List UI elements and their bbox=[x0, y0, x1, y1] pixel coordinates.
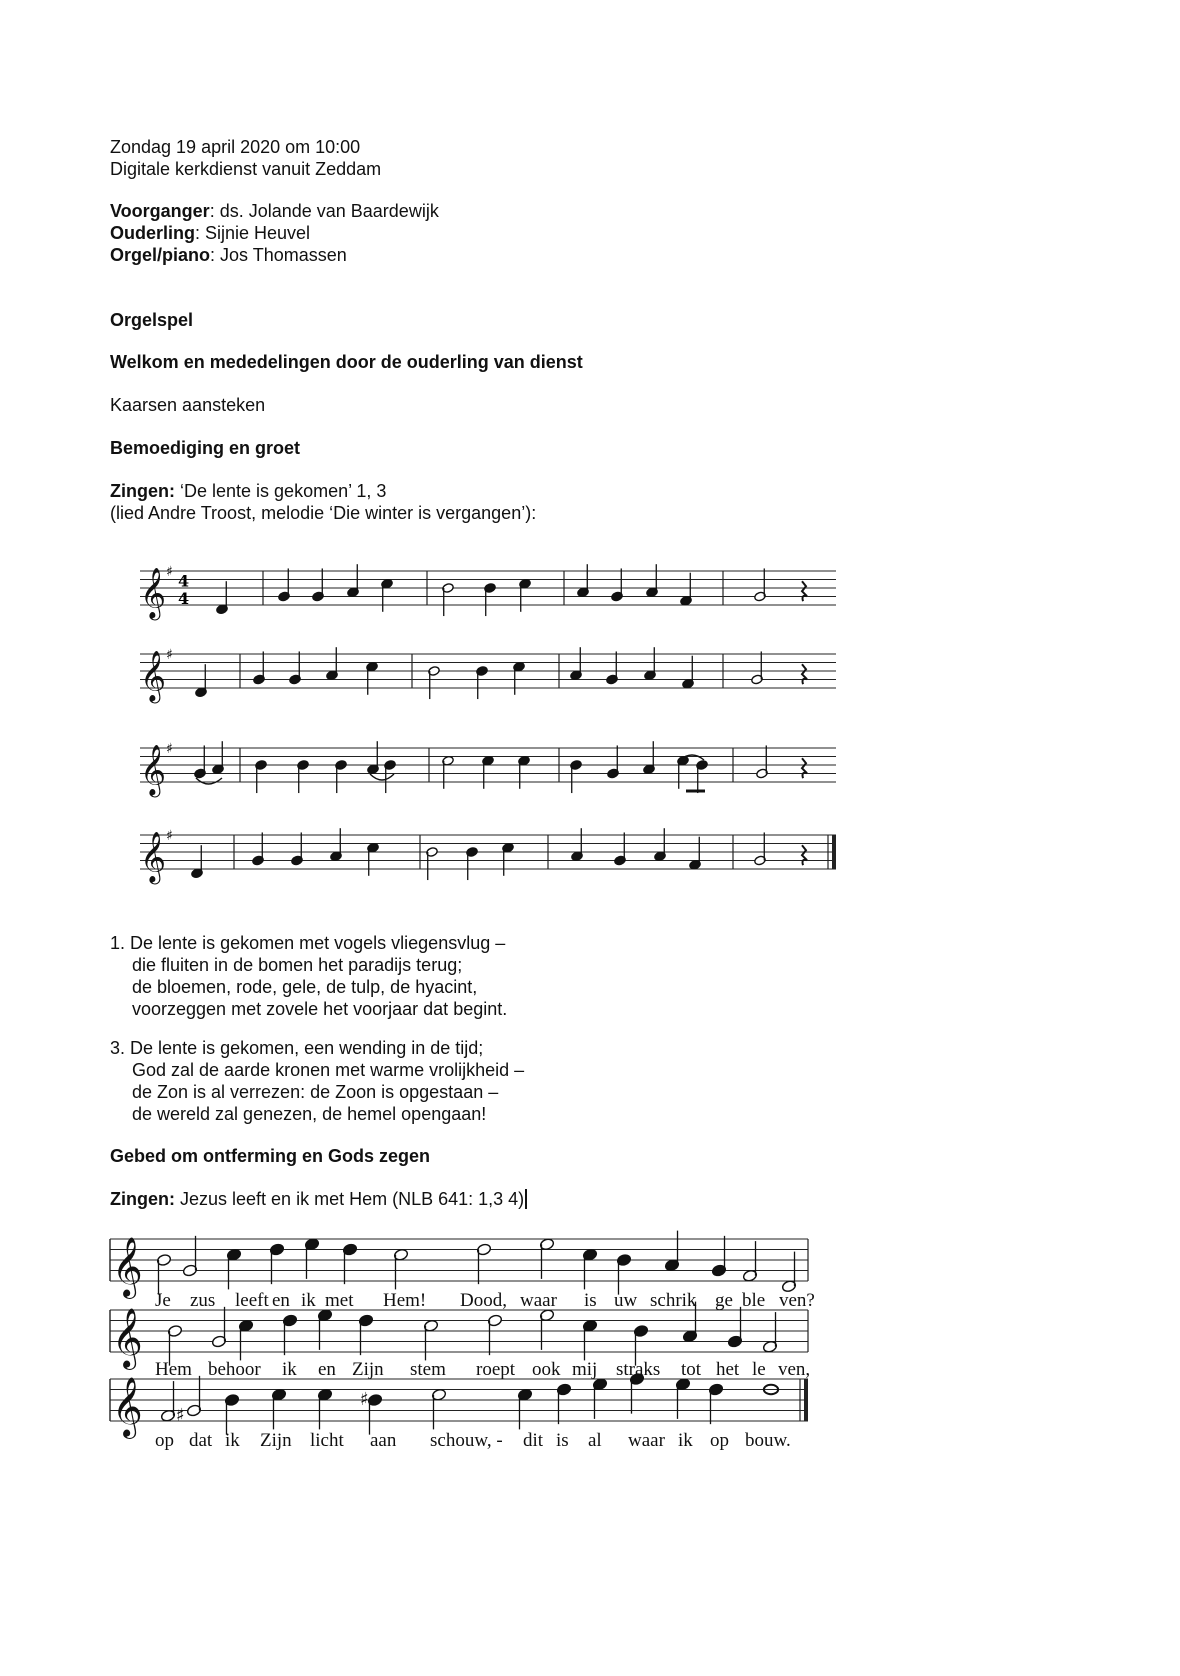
verse-line: God zal de aarde kronen met warme vrolijkheid – bbox=[132, 1060, 525, 1080]
lyric-syllable: le bbox=[752, 1359, 766, 1380]
lyric-syllable: behoor bbox=[208, 1359, 261, 1380]
treble-clef-icon: 𝄞 bbox=[140, 567, 167, 619]
lyric-syllable: Dood, bbox=[460, 1290, 507, 1311]
lyric-syllable: licht bbox=[310, 1430, 344, 1451]
zingen-1-note: (lied Andre Troost, melodie ‘Die winter is vergangen’): bbox=[110, 503, 537, 523]
lyric-syllable: Zijn bbox=[352, 1359, 384, 1380]
welkom-heading: Welkom en mededelingen door de ouderling van dienst bbox=[110, 352, 583, 372]
verse-line: de bloemen, rode, gele, de tulp, de hyacint, bbox=[132, 977, 478, 997]
treble-clef-icon: 𝄞 bbox=[140, 744, 167, 796]
role-label: Orgel/piano bbox=[110, 245, 211, 265]
treble-clef-icon: 𝄞 bbox=[112, 1237, 143, 1298]
lyric-syllable: is bbox=[584, 1290, 597, 1311]
lyric-syllable: schrik bbox=[650, 1290, 697, 1311]
bemoediging-heading: Bemoediging en groet bbox=[110, 438, 301, 458]
lyric-syllable: stem bbox=[410, 1359, 446, 1380]
lyric-syllable: dat bbox=[189, 1430, 213, 1451]
lyric-syllable: zus bbox=[190, 1290, 216, 1311]
lyric-syllable: uw bbox=[614, 1290, 638, 1311]
verse-line: de Zon is al verrezen: de Zoon is opgestaan – bbox=[132, 1082, 499, 1102]
zingen-title: ‘De lente is gekomen’ 1, 3 bbox=[175, 481, 387, 501]
treble-clef-icon: 𝄞 bbox=[112, 1308, 143, 1369]
sharp-icon: ♯ bbox=[166, 828, 173, 845]
sharp-icon: ♯ bbox=[166, 564, 173, 581]
lyric-syllable: ge bbox=[715, 1290, 733, 1311]
orgelspel-heading: Orgelspel bbox=[110, 310, 194, 330]
service-date: Zondag 19 april 2020 om 10:00 bbox=[110, 137, 361, 157]
lyric-syllable: dit bbox=[523, 1430, 544, 1451]
lyric-syllable: Hem! bbox=[383, 1290, 427, 1311]
time-signature-top: 4 bbox=[178, 571, 190, 591]
treble-clef-icon: 𝄞 bbox=[112, 1377, 143, 1438]
lyric-syllable: ook bbox=[532, 1359, 561, 1380]
verse-line: die fluiten in de bomen het paradijs terug; bbox=[132, 955, 463, 975]
zingen-label: Zingen: bbox=[110, 1189, 175, 1209]
lyric-syllable: Zijn bbox=[260, 1430, 292, 1451]
role-value: : Jos Thomassen bbox=[210, 245, 347, 265]
service-subtitle: Digitale kerkdienst vanuit Zeddam bbox=[110, 159, 382, 179]
sharp-icon: ♯ bbox=[166, 741, 173, 758]
lyric-syllable: en bbox=[318, 1359, 336, 1380]
lyric-syllable: tot bbox=[681, 1359, 702, 1380]
lyric-syllable: waar bbox=[628, 1430, 665, 1451]
lyric-syllable: ble bbox=[742, 1290, 766, 1311]
role-value: : ds. Jolande van Baardewijk bbox=[209, 201, 439, 221]
lyric-syllable: Je bbox=[155, 1290, 171, 1311]
zingen-title: Jezus leeft en ik met Hem (NLB 641: 1,3 4) bbox=[175, 1189, 525, 1209]
treble-clef-icon: 𝄞 bbox=[140, 831, 167, 883]
lyric-syllable: ik bbox=[225, 1430, 240, 1451]
gebed-heading: Gebed om ontferming en Gods zegen bbox=[110, 1146, 431, 1166]
lyric-syllable: bouw. bbox=[745, 1430, 791, 1451]
verse-line: de wereld zal genezen, de hemel opengaan! bbox=[132, 1104, 487, 1124]
role-value: : Sijnie Heuvel bbox=[195, 223, 311, 243]
lyric-syllable: is bbox=[556, 1430, 569, 1451]
role-label: Ouderling bbox=[110, 223, 195, 243]
lyric-syllable: met bbox=[325, 1290, 354, 1311]
role-label: Voorganger bbox=[110, 201, 210, 221]
lyric-syllable: op bbox=[710, 1430, 729, 1451]
lyric-syllable: het bbox=[716, 1359, 740, 1380]
sharp-icon: ♯ bbox=[360, 1389, 369, 1410]
verse-number: 1. bbox=[110, 933, 126, 953]
lyric-syllable: leeft bbox=[235, 1290, 269, 1311]
sharp-icon: ♯ bbox=[166, 647, 173, 664]
lyric-syllable: schouw, - bbox=[430, 1430, 503, 1451]
zingen-label: Zingen: bbox=[110, 481, 175, 501]
lyric-syllable: Hem bbox=[155, 1359, 192, 1380]
lyric-syllable: al bbox=[588, 1430, 602, 1451]
lyric-syllable: ven? bbox=[779, 1290, 815, 1311]
verse-line: voorzeggen met zovele het voorjaar dat begint. bbox=[132, 999, 508, 1019]
lyric-syllable: aan bbox=[370, 1430, 397, 1451]
lyric-syllable: roept bbox=[476, 1359, 516, 1380]
lyric-syllable: ik bbox=[301, 1290, 316, 1311]
lyric-syllable: ik bbox=[282, 1359, 297, 1380]
treble-clef-icon: 𝄞 bbox=[140, 650, 167, 702]
lyric-syllable: waar bbox=[520, 1290, 557, 1311]
verse-number: 3. bbox=[110, 1038, 126, 1058]
lyric-syllable: ik bbox=[678, 1430, 693, 1451]
lyric-syllable: en bbox=[272, 1290, 290, 1311]
lyric-syllable: ven, bbox=[778, 1359, 811, 1380]
lyric-syllable: straks bbox=[616, 1359, 661, 1380]
verse-line: 3. De lente is gekomen, een wending in de tijd; bbox=[110, 1038, 484, 1058]
sharp-icon: ♯ bbox=[176, 1404, 185, 1426]
time-signature-bottom: 4 bbox=[178, 589, 190, 609]
lyric-syllable: op bbox=[155, 1430, 174, 1451]
lyric-syllable: mij bbox=[572, 1359, 598, 1380]
verse-line: 1. De lente is gekomen met vogels vliegensvlug – bbox=[110, 933, 506, 953]
kaarsen-line: Kaarsen aansteken bbox=[110, 395, 266, 415]
